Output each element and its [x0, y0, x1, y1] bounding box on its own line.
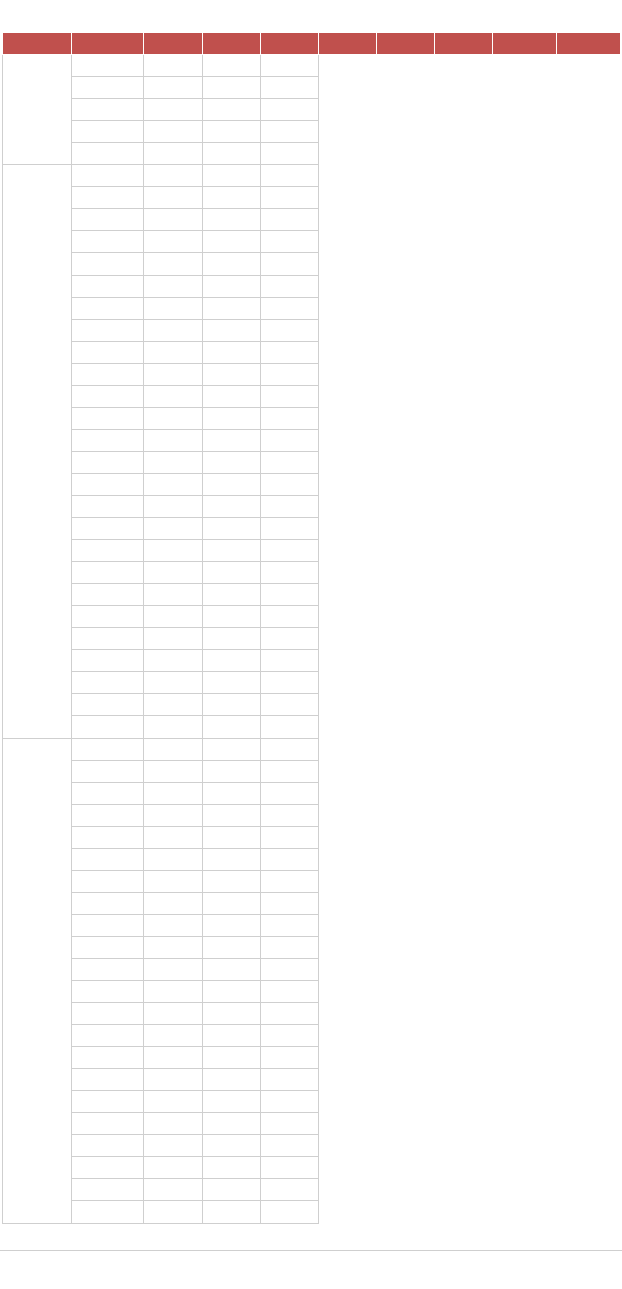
- table-row: [3, 1047, 621, 1069]
- mom-change: [203, 253, 261, 275]
- city-name: [72, 892, 144, 914]
- table-row: [3, 275, 621, 297]
- volume-value: [144, 1179, 203, 1201]
- volume-value: [144, 892, 203, 914]
- city-name: [72, 870, 144, 892]
- mom-change: [203, 826, 261, 848]
- yoy-change: [261, 694, 319, 716]
- mom-change: [203, 407, 261, 429]
- table-row: [3, 429, 621, 451]
- city-name: [72, 1003, 144, 1025]
- table-row: [3, 99, 621, 121]
- mom-change: [203, 121, 261, 143]
- tier-label: [3, 738, 72, 1223]
- table-row: [3, 209, 621, 231]
- volume-value: [144, 121, 203, 143]
- volume-value: [144, 650, 203, 672]
- volume-value: [144, 584, 203, 606]
- table-row: [3, 540, 621, 562]
- table-row: [3, 253, 621, 275]
- volume-value: [144, 694, 203, 716]
- volume-value: [144, 628, 203, 650]
- table-row: [3, 1201, 621, 1223]
- yoy-change: [261, 562, 319, 584]
- yoy-change: [261, 540, 319, 562]
- volume-value: [144, 77, 203, 99]
- city-volume-table: [2, 32, 621, 1224]
- volume-value: [144, 848, 203, 870]
- volume-value: [144, 914, 203, 936]
- total-label: [72, 716, 144, 738]
- table-row: [3, 385, 621, 407]
- table-bottom-rule: [0, 1250, 622, 1251]
- city-name: [72, 253, 144, 275]
- city-name: [72, 473, 144, 495]
- city-name: [72, 672, 144, 694]
- city-name: [72, 187, 144, 209]
- table-row: [3, 782, 621, 804]
- mom-change: [203, 1069, 261, 1091]
- yoy-change: [261, 297, 319, 319]
- mom-change: [203, 429, 261, 451]
- city-name: [72, 804, 144, 826]
- mom-change: [203, 231, 261, 253]
- mom-change: [203, 1201, 261, 1223]
- table-row: [3, 165, 621, 187]
- city-name: [72, 385, 144, 407]
- mom-change: [203, 936, 261, 958]
- city-name: [72, 495, 144, 517]
- city-name: [72, 518, 144, 540]
- volume-value: [144, 55, 203, 77]
- yoy-change: [261, 914, 319, 936]
- volume-value: [144, 981, 203, 1003]
- city-name: [72, 363, 144, 385]
- city-name: [72, 55, 144, 77]
- table-row: [3, 55, 621, 77]
- header-cell: [144, 33, 203, 55]
- yoy-change: [261, 716, 319, 738]
- table-row: [3, 628, 621, 650]
- volume-value: [144, 826, 203, 848]
- header-cell: [493, 33, 557, 55]
- header-cell: [72, 33, 144, 55]
- mom-change: [203, 1025, 261, 1047]
- yoy-change: [261, 848, 319, 870]
- table-row: [3, 1091, 621, 1113]
- city-name: [72, 540, 144, 562]
- table-row: [3, 121, 621, 143]
- mom-change: [203, 716, 261, 738]
- mom-change: [203, 562, 261, 584]
- volume-value: [144, 451, 203, 473]
- volume-value: [144, 473, 203, 495]
- volume-value: [144, 1157, 203, 1179]
- city-name: [72, 848, 144, 870]
- city-name: [72, 209, 144, 231]
- volume-value: [144, 606, 203, 628]
- table-row: [3, 1025, 621, 1047]
- volume-value: [144, 385, 203, 407]
- yoy-change: [261, 165, 319, 187]
- table-row: [3, 1113, 621, 1135]
- yoy-change: [261, 1047, 319, 1069]
- header-cell: [3, 33, 72, 55]
- yoy-change: [261, 1179, 319, 1201]
- table-row: [3, 892, 621, 914]
- yoy-change: [261, 1157, 319, 1179]
- mom-change: [203, 209, 261, 231]
- table-row: [3, 518, 621, 540]
- yoy-change: [261, 870, 319, 892]
- mom-change: [203, 782, 261, 804]
- table-row: [3, 1157, 621, 1179]
- yoy-change: [261, 121, 319, 143]
- yoy-change: [261, 1091, 319, 1113]
- table-row: [3, 760, 621, 782]
- yoy-change: [261, 804, 319, 826]
- city-name: [72, 584, 144, 606]
- mom-change: [203, 958, 261, 980]
- table-row: [3, 650, 621, 672]
- mom-change: [203, 628, 261, 650]
- table-row: [3, 958, 621, 980]
- yoy-change: [261, 1069, 319, 1091]
- volume-value: [144, 99, 203, 121]
- table-row: [3, 341, 621, 363]
- volume-value: [144, 1201, 203, 1223]
- city-name: [72, 981, 144, 1003]
- city-name: [72, 1135, 144, 1157]
- table-row: [3, 1003, 621, 1025]
- city-name: [72, 341, 144, 363]
- mom-change: [203, 606, 261, 628]
- mom-change: [203, 1091, 261, 1113]
- yoy-change: [261, 606, 319, 628]
- volume-value: [144, 958, 203, 980]
- table-row: [3, 495, 621, 517]
- table-row: [3, 672, 621, 694]
- yoy-change: [261, 892, 319, 914]
- mom-change: [203, 914, 261, 936]
- city-name: [72, 826, 144, 848]
- city-name: [72, 1069, 144, 1091]
- tier-label: [3, 165, 72, 738]
- city-name: [72, 429, 144, 451]
- volume-value: [144, 1069, 203, 1091]
- yoy-change: [261, 760, 319, 782]
- header-cell: [203, 33, 261, 55]
- table-row: [3, 231, 621, 253]
- city-name: [72, 694, 144, 716]
- yoy-change: [261, 451, 319, 473]
- mom-change: [203, 650, 261, 672]
- volume-value: [144, 165, 203, 187]
- header-row: [3, 33, 621, 55]
- table-row: [3, 473, 621, 495]
- tier-label: [3, 55, 72, 165]
- yoy-change: [261, 231, 319, 253]
- yoy-change: [261, 1135, 319, 1157]
- city-name: [72, 606, 144, 628]
- table-row: [3, 319, 621, 341]
- yoy-change: [261, 738, 319, 760]
- table-row: [3, 451, 621, 473]
- table-row: [3, 716, 621, 738]
- mom-change: [203, 518, 261, 540]
- mom-change: [203, 1135, 261, 1157]
- mom-change: [203, 760, 261, 782]
- table-row: [3, 738, 621, 760]
- yoy-change: [261, 1113, 319, 1135]
- volume-value: [144, 253, 203, 275]
- mom-change: [203, 981, 261, 1003]
- yoy-change: [261, 385, 319, 407]
- table-row: [3, 914, 621, 936]
- header-cell: [435, 33, 493, 55]
- city-name: [72, 1025, 144, 1047]
- city-name: [72, 782, 144, 804]
- yoy-change: [261, 1201, 319, 1223]
- yoy-change: [261, 584, 319, 606]
- volume-value: [144, 143, 203, 165]
- mom-change: [203, 55, 261, 77]
- volume-value: [144, 1047, 203, 1069]
- mom-change: [203, 870, 261, 892]
- table-row: [3, 143, 621, 165]
- city-name: [72, 650, 144, 672]
- yoy-change: [261, 495, 319, 517]
- yoy-change: [261, 1003, 319, 1025]
- yoy-change: [261, 936, 319, 958]
- city-name: [72, 407, 144, 429]
- mom-change: [203, 77, 261, 99]
- mom-change: [203, 451, 261, 473]
- yoy-change: [261, 782, 319, 804]
- table-row: [3, 848, 621, 870]
- city-name: [72, 99, 144, 121]
- volume-value: [144, 275, 203, 297]
- volume-value: [144, 341, 203, 363]
- table-row: [3, 936, 621, 958]
- table-row: [3, 407, 621, 429]
- city-name: [72, 936, 144, 958]
- city-name: [72, 1091, 144, 1113]
- city-name: [72, 297, 144, 319]
- city-name: [72, 1113, 144, 1135]
- yoy-change: [261, 473, 319, 495]
- mom-change: [203, 1157, 261, 1179]
- yoy-change: [261, 429, 319, 451]
- volume-value: [144, 319, 203, 341]
- mom-change: [203, 99, 261, 121]
- yoy-change: [261, 209, 319, 231]
- yoy-change: [261, 981, 319, 1003]
- mom-change: [203, 892, 261, 914]
- yoy-change: [261, 628, 319, 650]
- city-name: [72, 738, 144, 760]
- yoy-change: [261, 363, 319, 385]
- city-name: [72, 319, 144, 341]
- yoy-change: [261, 672, 319, 694]
- table-row: [3, 981, 621, 1003]
- mom-change: [203, 1047, 261, 1069]
- yoy-change: [261, 55, 319, 77]
- table-row: [3, 804, 621, 826]
- table-row: [3, 1135, 621, 1157]
- mom-change: [203, 694, 261, 716]
- table-row: [3, 694, 621, 716]
- volume-value: [144, 1113, 203, 1135]
- volume-value: [144, 363, 203, 385]
- mom-change: [203, 275, 261, 297]
- volume-value: [144, 518, 203, 540]
- mom-change: [203, 1003, 261, 1025]
- city-name: [72, 231, 144, 253]
- table-row: [3, 870, 621, 892]
- header-cell: [261, 33, 319, 55]
- table-row: [3, 826, 621, 848]
- city-name: [72, 77, 144, 99]
- city-name: [72, 562, 144, 584]
- yoy-change: [261, 1025, 319, 1047]
- volume-value: [144, 495, 203, 517]
- city-name: [72, 1047, 144, 1069]
- volume-value: [144, 429, 203, 451]
- mom-change: [203, 385, 261, 407]
- yoy-change: [261, 650, 319, 672]
- table-row: [3, 1069, 621, 1091]
- volume-value: [144, 1003, 203, 1025]
- city-name: [72, 451, 144, 473]
- mom-change: [203, 1113, 261, 1135]
- city-name: [72, 1201, 144, 1223]
- yoy-change: [261, 253, 319, 275]
- mom-change: [203, 143, 261, 165]
- volume-value: [144, 804, 203, 826]
- volume-value: [144, 672, 203, 694]
- city-name: [72, 1179, 144, 1201]
- city-name: [72, 958, 144, 980]
- volume-value: [144, 562, 203, 584]
- table-row: [3, 584, 621, 606]
- city-name: [72, 165, 144, 187]
- city-name: [72, 1157, 144, 1179]
- volume-value: [144, 936, 203, 958]
- yoy-change: [261, 99, 319, 121]
- mom-change: [203, 495, 261, 517]
- mom-change: [203, 584, 261, 606]
- total-label: [72, 143, 144, 165]
- yoy-change: [261, 958, 319, 980]
- volume-value: [144, 738, 203, 760]
- volume-value: [144, 209, 203, 231]
- table-row: [3, 1179, 621, 1201]
- mom-change: [203, 297, 261, 319]
- mom-change: [203, 804, 261, 826]
- volume-value: [144, 1091, 203, 1113]
- mom-change: [203, 187, 261, 209]
- header-cell: [319, 33, 377, 55]
- header-cell: [377, 33, 435, 55]
- volume-value: [144, 1025, 203, 1047]
- yoy-change: [261, 341, 319, 363]
- table-row: [3, 77, 621, 99]
- yoy-change: [261, 407, 319, 429]
- yoy-change: [261, 187, 319, 209]
- yoy-change: [261, 143, 319, 165]
- table-row: [3, 297, 621, 319]
- volume-value: [144, 716, 203, 738]
- mom-change: [203, 165, 261, 187]
- table-row: [3, 363, 621, 385]
- table-row: [3, 606, 621, 628]
- header-cell: [557, 33, 621, 55]
- mom-change: [203, 848, 261, 870]
- mom-change: [203, 473, 261, 495]
- yoy-change: [261, 319, 319, 341]
- volume-value: [144, 540, 203, 562]
- volume-value: [144, 231, 203, 253]
- city-name: [72, 275, 144, 297]
- yoy-change: [261, 826, 319, 848]
- city-name: [72, 914, 144, 936]
- table-row: [3, 187, 621, 209]
- mom-change: [203, 540, 261, 562]
- mom-change: [203, 672, 261, 694]
- mom-change: [203, 1179, 261, 1201]
- volume-value: [144, 870, 203, 892]
- volume-value: [144, 760, 203, 782]
- yoy-change: [261, 275, 319, 297]
- yoy-change: [261, 518, 319, 540]
- volume-value: [144, 782, 203, 804]
- volume-value: [144, 407, 203, 429]
- mom-change: [203, 738, 261, 760]
- mom-change: [203, 319, 261, 341]
- yoy-change: [261, 77, 319, 99]
- volume-value: [144, 1135, 203, 1157]
- volume-value: [144, 187, 203, 209]
- city-name: [72, 121, 144, 143]
- volume-value: [144, 297, 203, 319]
- mom-change: [203, 341, 261, 363]
- city-name: [72, 760, 144, 782]
- city-name: [72, 628, 144, 650]
- mom-change: [203, 363, 261, 385]
- table-row: [3, 562, 621, 584]
